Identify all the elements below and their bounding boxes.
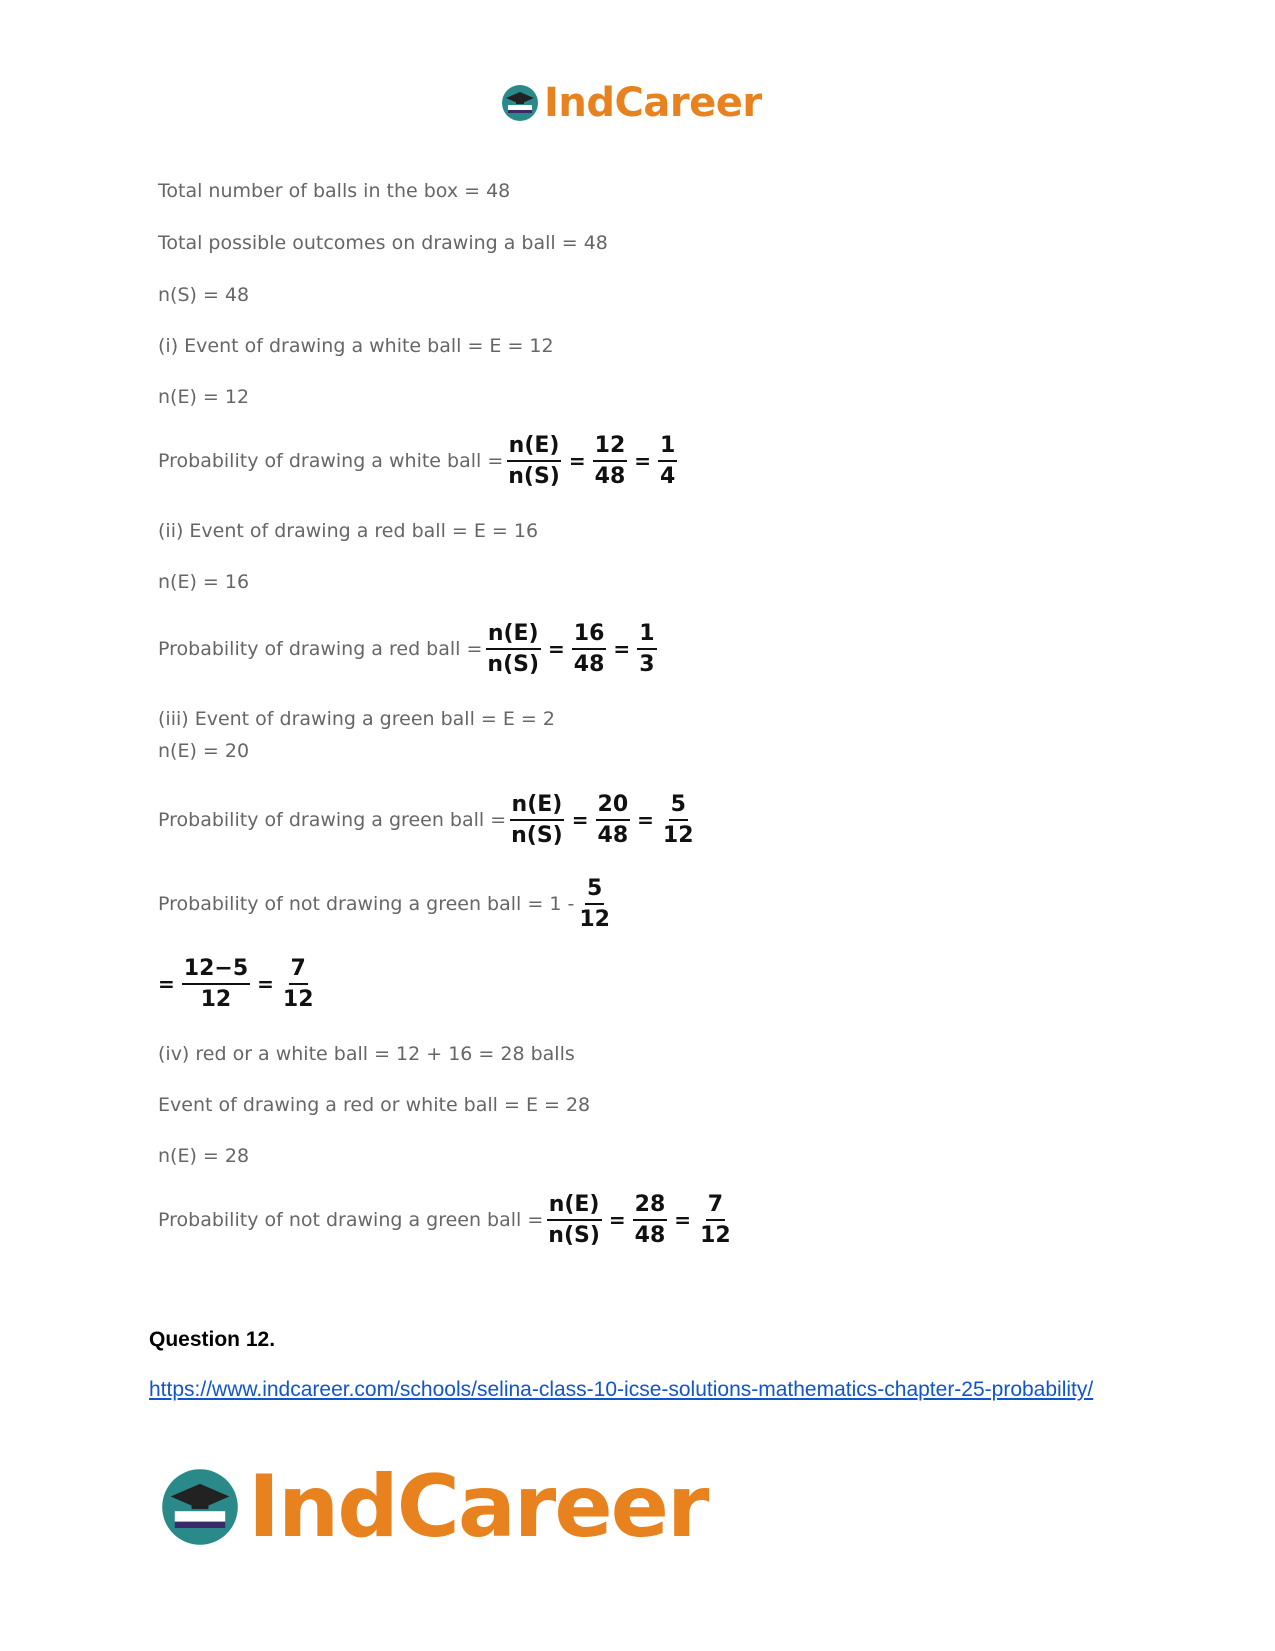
- equals-sign: =: [257, 972, 274, 997]
- text-line: n(E) = 28: [158, 1145, 250, 1167]
- numerator: 12: [593, 433, 628, 462]
- fraction: [596, 792, 631, 849]
- formula-label: Probability of not drawing a green ball =: [158, 1209, 544, 1232]
- indcareer-logo-bottom: [158, 1457, 708, 1557]
- numerator: n(E): [507, 433, 562, 462]
- fraction: [485, 621, 541, 678]
- numerator: n(E): [510, 792, 565, 821]
- numerator: 7: [289, 956, 308, 985]
- denominator: 12: [282, 987, 314, 1013]
- denominator: 12: [700, 1223, 731, 1249]
- numerator: 16: [572, 621, 607, 650]
- source-link[interactable]: https://www.indcareer.com/schools/selina-class-10-icse-solutions-mathematics-chapter-25-probability/: [149, 1378, 1094, 1401]
- formula-not-green: [158, 876, 615, 933]
- text-line: (i) Event of drawing a white ball = E = 12: [158, 335, 554, 357]
- numerator: 12−5: [182, 956, 250, 985]
- fraction: [577, 876, 612, 933]
- equals-sign: =: [571, 808, 589, 833]
- fraction: [506, 433, 562, 490]
- denominator: 48: [594, 464, 626, 490]
- formula-green: [158, 792, 699, 849]
- fraction: [637, 621, 656, 678]
- denominator: 4: [660, 464, 676, 490]
- text-line: Total possible outcomes on drawing a ball = 48: [158, 232, 608, 254]
- equals-sign: =: [634, 449, 652, 474]
- denominator: n(S): [511, 823, 563, 849]
- denominator: 3: [639, 652, 655, 678]
- numerator: 5: [669, 792, 688, 821]
- equals-sign: =: [608, 1208, 626, 1233]
- formula-red-or-white: [158, 1192, 736, 1249]
- brand-name: IndCareer: [248, 1457, 708, 1557]
- equals-sign: =: [568, 449, 586, 474]
- question-heading: Question 12.: [149, 1328, 276, 1351]
- equals-sign: =: [548, 637, 565, 662]
- fraction: [546, 1192, 602, 1249]
- graduation-book-icon: [158, 1465, 242, 1549]
- numerator: n(E): [547, 1192, 602, 1221]
- text-line: n(E) = 16: [158, 571, 250, 593]
- denominator: n(S): [548, 1223, 600, 1249]
- fraction: [661, 792, 696, 849]
- fraction: [633, 1192, 668, 1249]
- denominator: n(S): [508, 464, 560, 490]
- fraction: [281, 956, 316, 1013]
- fraction: [182, 956, 250, 1013]
- denominator: 12: [579, 907, 610, 933]
- text-line: Total number of balls in the box = 48: [158, 180, 511, 202]
- denominator: 12: [662, 823, 694, 849]
- fraction: [509, 792, 565, 849]
- formula-red: [158, 621, 660, 678]
- equals-sign: =: [613, 637, 631, 662]
- text-line: Event of drawing a red or white ball = E = 28: [158, 1094, 591, 1116]
- formula-label: Probability of drawing a white ball =: [158, 450, 504, 473]
- numerator: 7: [706, 1192, 725, 1221]
- denominator: 48: [597, 823, 629, 849]
- equals-sign: =: [674, 1208, 692, 1233]
- fraction: [572, 621, 607, 678]
- fraction: [658, 433, 677, 490]
- denominator: 48: [634, 1223, 666, 1249]
- fraction: [698, 1192, 733, 1249]
- formula-label: Probability of drawing a red ball =: [158, 638, 483, 661]
- brand-name: IndCareer: [544, 80, 762, 126]
- text-line: n(E) = 20: [158, 740, 250, 762]
- formula-not-green-result: [158, 956, 319, 1013]
- text-line: n(E) = 12: [158, 386, 250, 408]
- denominator: 48: [573, 652, 605, 678]
- denominator: 12: [200, 987, 232, 1013]
- numerator: 1: [658, 433, 677, 462]
- formula-label: Probability of drawing a green ball =: [158, 809, 507, 832]
- equals-sign: =: [158, 972, 175, 997]
- numerator: 5: [585, 876, 604, 905]
- fraction: [593, 433, 628, 490]
- numerator: 28: [633, 1192, 668, 1221]
- text-line: (iii) Event of drawing a green ball = E = 2: [158, 708, 555, 730]
- graduation-book-icon: [500, 83, 540, 123]
- text-line: n(S) = 48: [158, 284, 250, 306]
- denominator: n(S): [487, 652, 540, 678]
- formula-label: Probability of not drawing a green ball = 1 -: [158, 893, 575, 916]
- text-line: (ii) Event of drawing a red ball = E = 16: [158, 520, 539, 542]
- numerator: 1: [637, 621, 656, 650]
- formula-white: [158, 433, 680, 490]
- numerator: 20: [596, 792, 631, 821]
- indcareer-logo-top: [500, 78, 762, 128]
- equals-sign: =: [637, 808, 654, 833]
- text-line: (iv) red or a white ball = 12 + 16 = 28 balls: [158, 1043, 575, 1065]
- numerator: n(E): [486, 621, 541, 650]
